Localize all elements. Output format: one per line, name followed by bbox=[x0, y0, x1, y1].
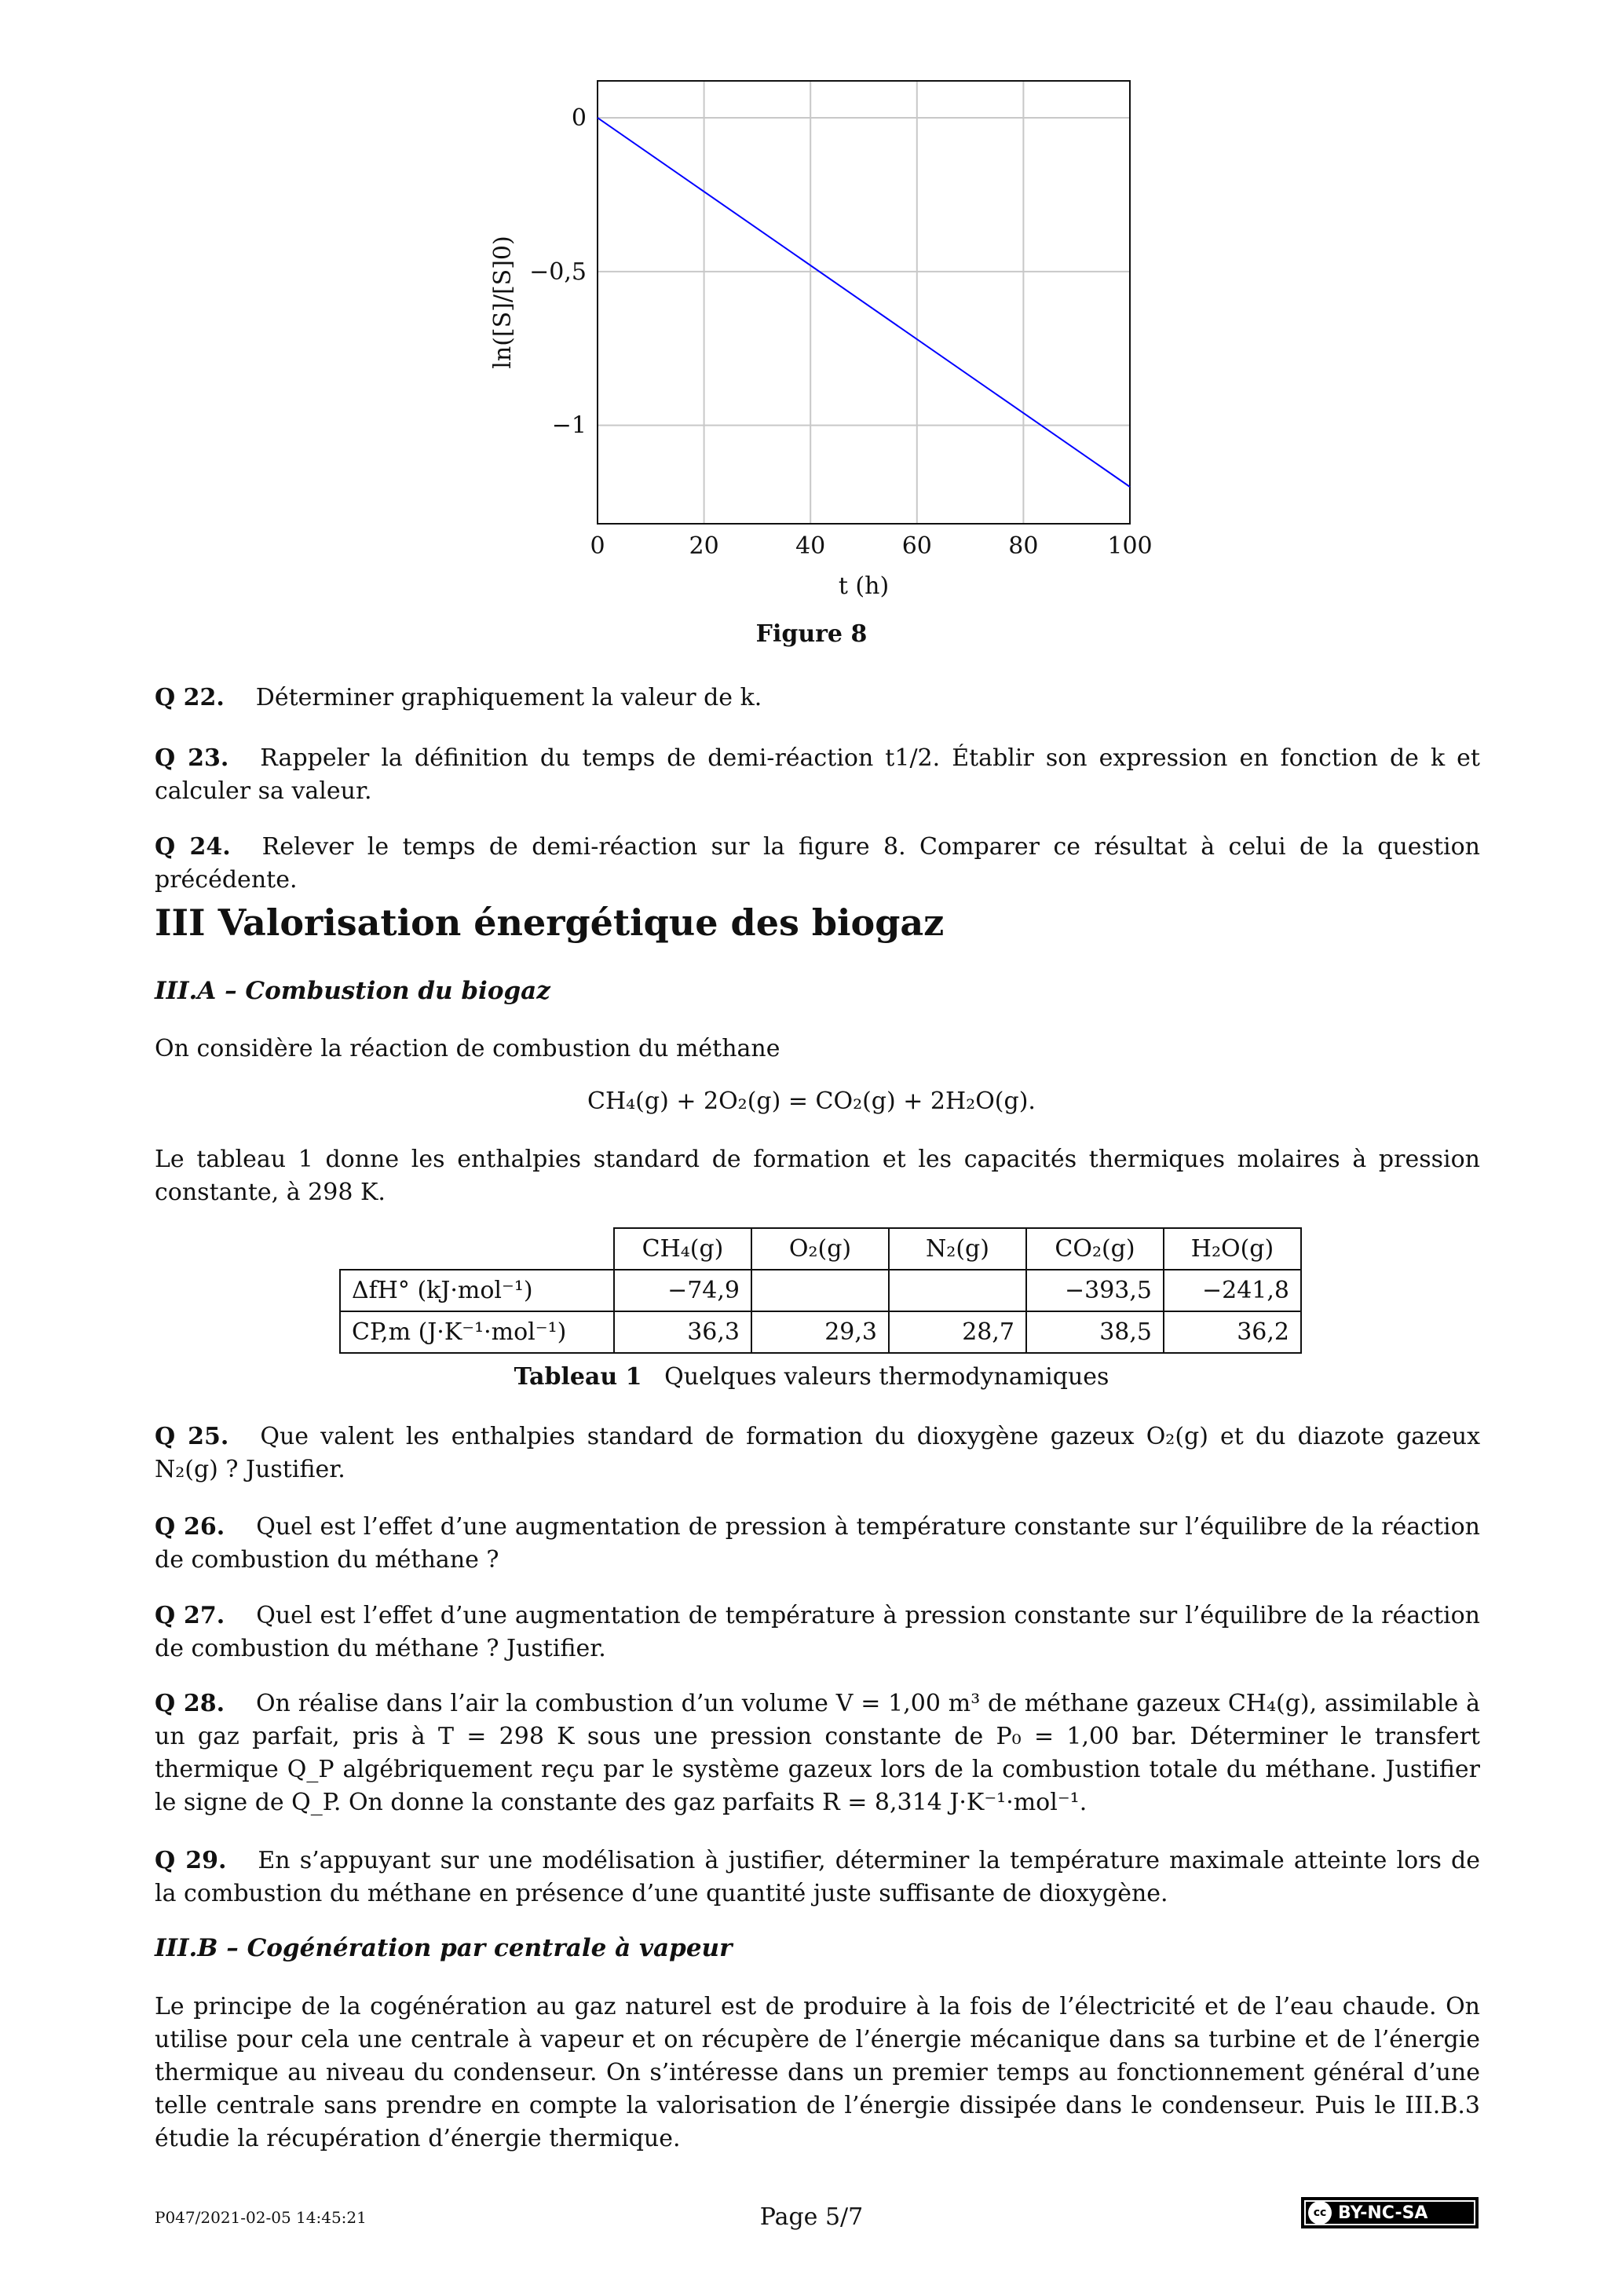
thermo-table bbox=[339, 1227, 1302, 1354]
y-tick-label: 0 bbox=[571, 104, 587, 132]
x-tick-label: 100 bbox=[1107, 532, 1153, 560]
x-tick-label: 0 bbox=[590, 532, 605, 560]
subsection-a-title: III.A – Combustion du biogaz bbox=[155, 977, 550, 1005]
question-24: Q 24. Relever le temps de demi-réaction sur la figure 8. Comparer ce résultat à celui de la question précédente. bbox=[155, 833, 1480, 894]
col-header: N₂(g) bbox=[889, 1228, 1026, 1270]
col-header: H₂O(g) bbox=[1164, 1228, 1301, 1270]
cell bbox=[751, 1270, 889, 1311]
question-23: Q 23. Rappeler la définition du temps de demi-réaction t1/2. Établir son expression en fonction de k et calculer sa valeur. bbox=[155, 744, 1480, 805]
cell: 36,2 bbox=[1164, 1311, 1301, 1353]
col-header: CH₄(g) bbox=[614, 1228, 751, 1270]
cell: 38,5 bbox=[1026, 1311, 1164, 1353]
cell: 28,7 bbox=[889, 1311, 1026, 1353]
y-tick-label: −0,5 bbox=[529, 258, 587, 286]
x-tick-label: 60 bbox=[901, 532, 932, 560]
cell: −241,8 bbox=[1164, 1270, 1301, 1311]
section-title: III Valorisation énergétique des biogaz bbox=[155, 901, 945, 944]
col-header: CO₂(g) bbox=[1026, 1228, 1164, 1270]
x-tick-label: 80 bbox=[1008, 532, 1039, 560]
series-line bbox=[598, 118, 1130, 487]
col-header: O₂(g) bbox=[751, 1228, 889, 1270]
question-22: Q 22. Déterminer graphiquement la valeur de k. bbox=[155, 684, 762, 711]
cell: 29,3 bbox=[751, 1311, 889, 1353]
cell bbox=[889, 1270, 1026, 1311]
page-number: Page 5/7 bbox=[759, 2203, 864, 2231]
question-28: Q 28. On réalise dans l’air la combustion d’un volume V = 1,00 m³ de méthane gazeux CH₄(g), assimilable à un gaz parfait, pris à T = 298 K sous une pression constante de P₀ = 1,00 bar. Déterminer le transfert thermique Q_P algébriquement reçu par le système gazeux lors de la combustion totale du méthane. Justifier le signe de Q_P. On donne la constante des gaz parfaits R = 8,314 J·K⁻¹·mol⁻¹. bbox=[155, 1690, 1480, 1816]
subsection-b-title: III.B – Cogénération par centrale à vapeur bbox=[155, 1934, 733, 1962]
row-label: ΔfH° (kJ·mol⁻¹) bbox=[340, 1270, 614, 1311]
figure-8-chart bbox=[0, 0, 1623, 628]
y-tick-label: −1 bbox=[551, 411, 587, 440]
question-26: Q 26. Quel est l’effet d’une augmentation de pression à température constante sur l’équilibre de la réaction de combustion du méthane ? bbox=[155, 1513, 1480, 1574]
x-tick-label: 40 bbox=[795, 532, 826, 560]
footer-id: P047/2021-02-05 14:45:21 bbox=[155, 2208, 367, 2227]
cc-license-badge: cc BY-NC-SA bbox=[1301, 2197, 1479, 2228]
intro-text: On considère la réaction de combustion du méthane bbox=[155, 1035, 780, 1062]
table-intro: Le tableau 1 donne les enthalpies standard de formation et les capacités thermiques molaires à pression constante, à 298 K. bbox=[155, 1146, 1480, 1206]
table-row bbox=[340, 1270, 1301, 1311]
table-caption: Tableau 1 Quelques valeurs thermodynamiques bbox=[514, 1363, 1109, 1391]
figure-caption: Figure 8 bbox=[755, 620, 868, 648]
paragraph-b: Le principe de la cogénération au gaz naturel est de produire à la fois de l’électricité et de l’eau chaude. On utilise pour cela une centrale à vapeur et on récupère de l’énergie mécanique dans sa turbine et de l’énergie thermique au niveau du condenseur. On s’intéresse dans un premier temps au fonctionnement général d’une telle centrale sans prendre en compte la valorisation de l’énergie dissipée dans le condenseur. Puis le III.B.3 étudie la récupération d’énergie thermique. bbox=[155, 1993, 1480, 2152]
question-29: Q 29. En s’appuyant sur une modélisation à justifier, déterminer la température maximale atteinte lors de la combustion du méthane en présence d’une quantité juste suffisante de dioxygène. bbox=[155, 1847, 1480, 1907]
row-label: CP,m (J·K⁻¹·mol⁻¹) bbox=[340, 1311, 614, 1353]
cell: 36,3 bbox=[614, 1311, 751, 1353]
question-27: Q 27. Quel est l’effet d’une augmentation de température à pression constante sur l’équilibre de la réaction de combustion du méthane ? Justifier. bbox=[155, 1602, 1480, 1662]
y-axis-label: ln([S]/[S]0) bbox=[489, 236, 517, 369]
x-axis-label: t (h) bbox=[838, 572, 890, 600]
cell: −74,9 bbox=[614, 1270, 751, 1311]
cc-icon: cc bbox=[1308, 2201, 1332, 2225]
x-tick-label: 20 bbox=[689, 532, 719, 560]
cell: −393,5 bbox=[1026, 1270, 1164, 1311]
reaction-equation: CH₄(g) + 2O₂(g) = CO₂(g) + 2H₂O(g). bbox=[587, 1088, 1036, 1115]
table-row bbox=[340, 1311, 1301, 1353]
question-25: Q 25. Que valent les enthalpies standard de formation du dioxygène gazeux O₂(g) et du diazote gazeux N₂(g) ? Justifier. bbox=[155, 1423, 1480, 1483]
